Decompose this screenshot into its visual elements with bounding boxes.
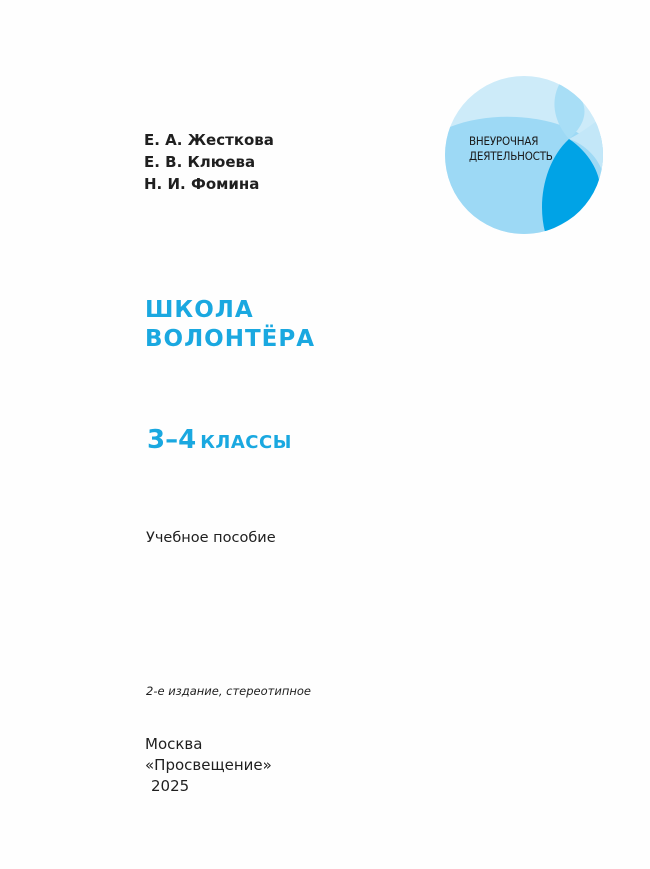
grade-word: КЛАССЫ — [200, 432, 292, 453]
book-title — [145, 296, 315, 354]
author-name: Е. А. Жесткова — [144, 131, 274, 149]
badge-label-line2: ДЕЯТЕЛЬНОСТЬ — [469, 149, 553, 163]
extracurricular-badge — [445, 76, 603, 234]
imprint-year: 2025 — [151, 777, 190, 795]
imprint — [145, 734, 272, 797]
grade-number: 3–4 — [147, 425, 197, 455]
badge-label — [469, 134, 599, 164]
title-line1: ШКОЛА — [145, 297, 254, 323]
book-type: Учебное пособие — [146, 530, 276, 546]
badge-label-line1: ВНЕУРОЧНАЯ — [469, 134, 539, 148]
author-name: Е. В. Клюева — [144, 153, 256, 171]
authors-list — [144, 129, 274, 195]
edition-note: 2-е издание, стереотипное — [146, 684, 311, 698]
author-name: Н. И. Фомина — [144, 175, 260, 193]
imprint-city: Москва — [145, 735, 203, 753]
imprint-publisher: «Просвещение» — [145, 756, 272, 774]
grade-label — [147, 425, 292, 455]
title-line2: ВОЛОНТЁРА — [145, 326, 316, 352]
